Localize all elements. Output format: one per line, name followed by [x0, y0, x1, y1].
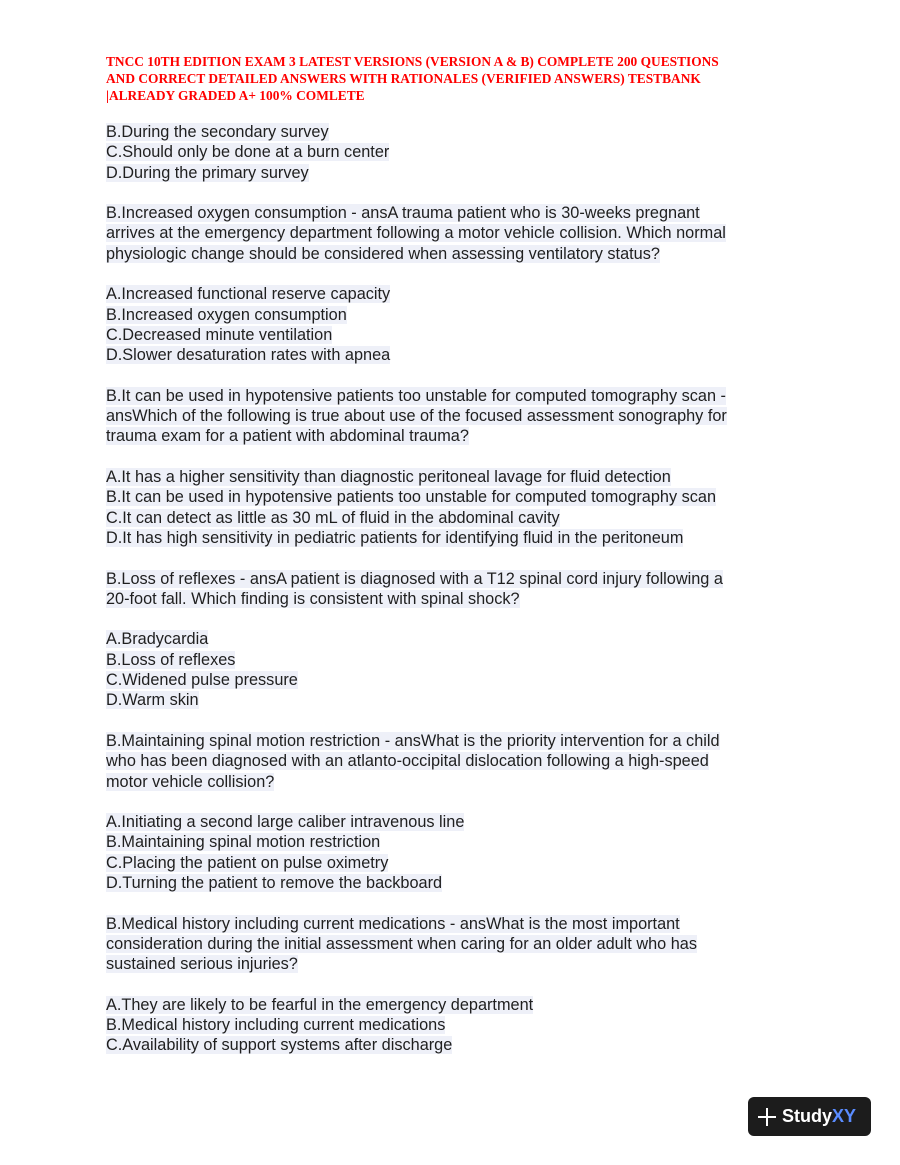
document-title [106, 53, 806, 104]
text-line [106, 934, 806, 954]
text-line-content: B.Increased oxygen consumption - ansA trauma patient who is 30-weeks pregnant [106, 204, 700, 223]
text-line-content: C.Placing the patient on pulse oximetry [106, 853, 389, 872]
text-line [106, 122, 806, 142]
text-line [106, 467, 806, 487]
text-line [106, 284, 806, 304]
text-line-content: ansWhich of the following is true about use of the focused assessment sonography for [106, 407, 727, 426]
text-line-content: D.Slower desaturation rates with apnea [106, 346, 391, 365]
text-line [106, 386, 806, 406]
text-line [106, 954, 806, 974]
text-line [106, 914, 806, 934]
text-line [106, 650, 806, 670]
text-line [106, 589, 806, 609]
text-line [106, 832, 806, 852]
text-line-content: B.It can be used in hypotensive patients too unstable for computed tomography scan [106, 488, 717, 507]
text-line-content: A.Initiating a second large caliber intravenous line [106, 813, 465, 832]
text-line-content: sustained serious injuries? [106, 955, 298, 974]
text-line-content: trauma exam for a patient with abdominal trauma? [106, 427, 469, 446]
text-line-content: C.Decreased minute ventilation [106, 325, 333, 344]
text-line-content: 20-foot fall. Which finding is consistent with spinal shock? [106, 589, 520, 608]
logo-word-study: Study [782, 1106, 833, 1126]
text-line-content: C.Availability of support systems after discharge [106, 1036, 453, 1055]
text-line-content: B.Loss of reflexes [106, 650, 236, 669]
text-line [106, 203, 806, 223]
text-line-content: B.Medical history including current medications [106, 1016, 446, 1035]
title-line: AND CORRECT DETAILED ANSWERS WITH RATIONALES (VERIFIED ANSWERS) TESTBANK [106, 71, 701, 86]
text-line [106, 426, 806, 446]
plus-icon [758, 1108, 776, 1126]
text-line-content: B.It can be used in hypotensive patients too unstable for computed tomography scan - [106, 386, 726, 405]
text-line-content: C.Should only be done at a burn center [106, 143, 390, 162]
studyxy-logo [748, 1097, 871, 1136]
text-block [106, 284, 806, 365]
text-line [106, 569, 806, 589]
text-block [106, 467, 806, 548]
text-line [106, 995, 806, 1015]
text-line-content: B.Maintaining spinal motion restriction [106, 833, 381, 852]
text-line [106, 670, 806, 690]
text-block [106, 629, 806, 710]
text-line [106, 812, 806, 832]
text-line [106, 406, 806, 426]
text-line [106, 305, 806, 325]
text-line [106, 873, 806, 893]
text-line [106, 345, 806, 365]
text-block [106, 386, 806, 447]
text-block [106, 122, 806, 183]
text-line-content: D.During the primary survey [106, 163, 309, 182]
text-block [106, 731, 806, 792]
document-body [106, 122, 806, 1076]
text-line [106, 772, 806, 792]
text-line [106, 163, 806, 183]
title-line: |ALREADY GRADED A+ 100% COMLETE [106, 88, 365, 103]
text-line-content: consideration during the initial assessment when caring for an older adult who has [106, 934, 697, 953]
text-line-content: physiologic change should be considered when assessing ventilatory status? [106, 244, 660, 263]
text-line-content: A.It has a higher sensitivity than diagnostic peritoneal lavage for fluid detection [106, 468, 671, 487]
text-line-content: B.During the secondary survey [106, 123, 329, 141]
text-block [106, 812, 806, 893]
text-line [106, 751, 806, 771]
text-line-content: A.Bradycardia [106, 630, 209, 649]
text-line-content: A.Increased functional reserve capacity [106, 285, 391, 304]
text-line [106, 487, 806, 507]
text-line-content: who has been diagnosed with an atlanto-occipital dislocation following a high-speed [106, 752, 709, 771]
text-block [106, 914, 806, 975]
text-line [106, 244, 806, 264]
text-line [106, 690, 806, 710]
text-block [106, 203, 806, 264]
text-block [106, 995, 806, 1056]
text-line-content: D.Turning the patient to remove the backboard [106, 873, 443, 892]
text-line-content: B.Loss of reflexes - ansA patient is diagnosed with a T12 spinal cord injury following a [106, 569, 723, 588]
text-line [106, 223, 806, 243]
text-block [106, 569, 806, 610]
text-line-content: C.It can detect as little as 30 mL of fluid in the abdominal cavity [106, 508, 560, 527]
text-line-content: C.Widened pulse pressure [106, 671, 298, 690]
text-line-content: D.Warm skin [106, 691, 199, 710]
text-line-content: arrives at the emergency department following a motor vehicle collision. Which normal [106, 224, 726, 243]
text-line [106, 853, 806, 873]
text-line-content: A.They are likely to be fearful in the emergency department [106, 995, 534, 1014]
text-line [106, 629, 806, 649]
text-line-content: B.Medical history including current medications - ansWhat is the most important [106, 914, 680, 933]
text-line [106, 1035, 806, 1055]
text-line-content: B.Increased oxygen consumption [106, 305, 347, 324]
text-line [106, 1015, 806, 1035]
title-line: TNCC 10TH EDITION EXAM 3 LATEST VERSIONS (VERSION A & B) COMPLETE 200 QUESTIONS [106, 54, 719, 69]
text-line [106, 528, 806, 548]
text-line [106, 731, 806, 751]
text-line [106, 142, 806, 162]
logo-word-xy: XY [832, 1106, 857, 1126]
text-line-content: motor vehicle collision? [106, 772, 275, 791]
text-line-content: D.It has high sensitivity in pediatric patients for identifying fluid in the peritoneum [106, 528, 684, 547]
text-line [106, 508, 806, 528]
text-line [106, 325, 806, 345]
text-line-content: B.Maintaining spinal motion restriction - ansWhat is the priority intervention for a child [106, 731, 720, 750]
